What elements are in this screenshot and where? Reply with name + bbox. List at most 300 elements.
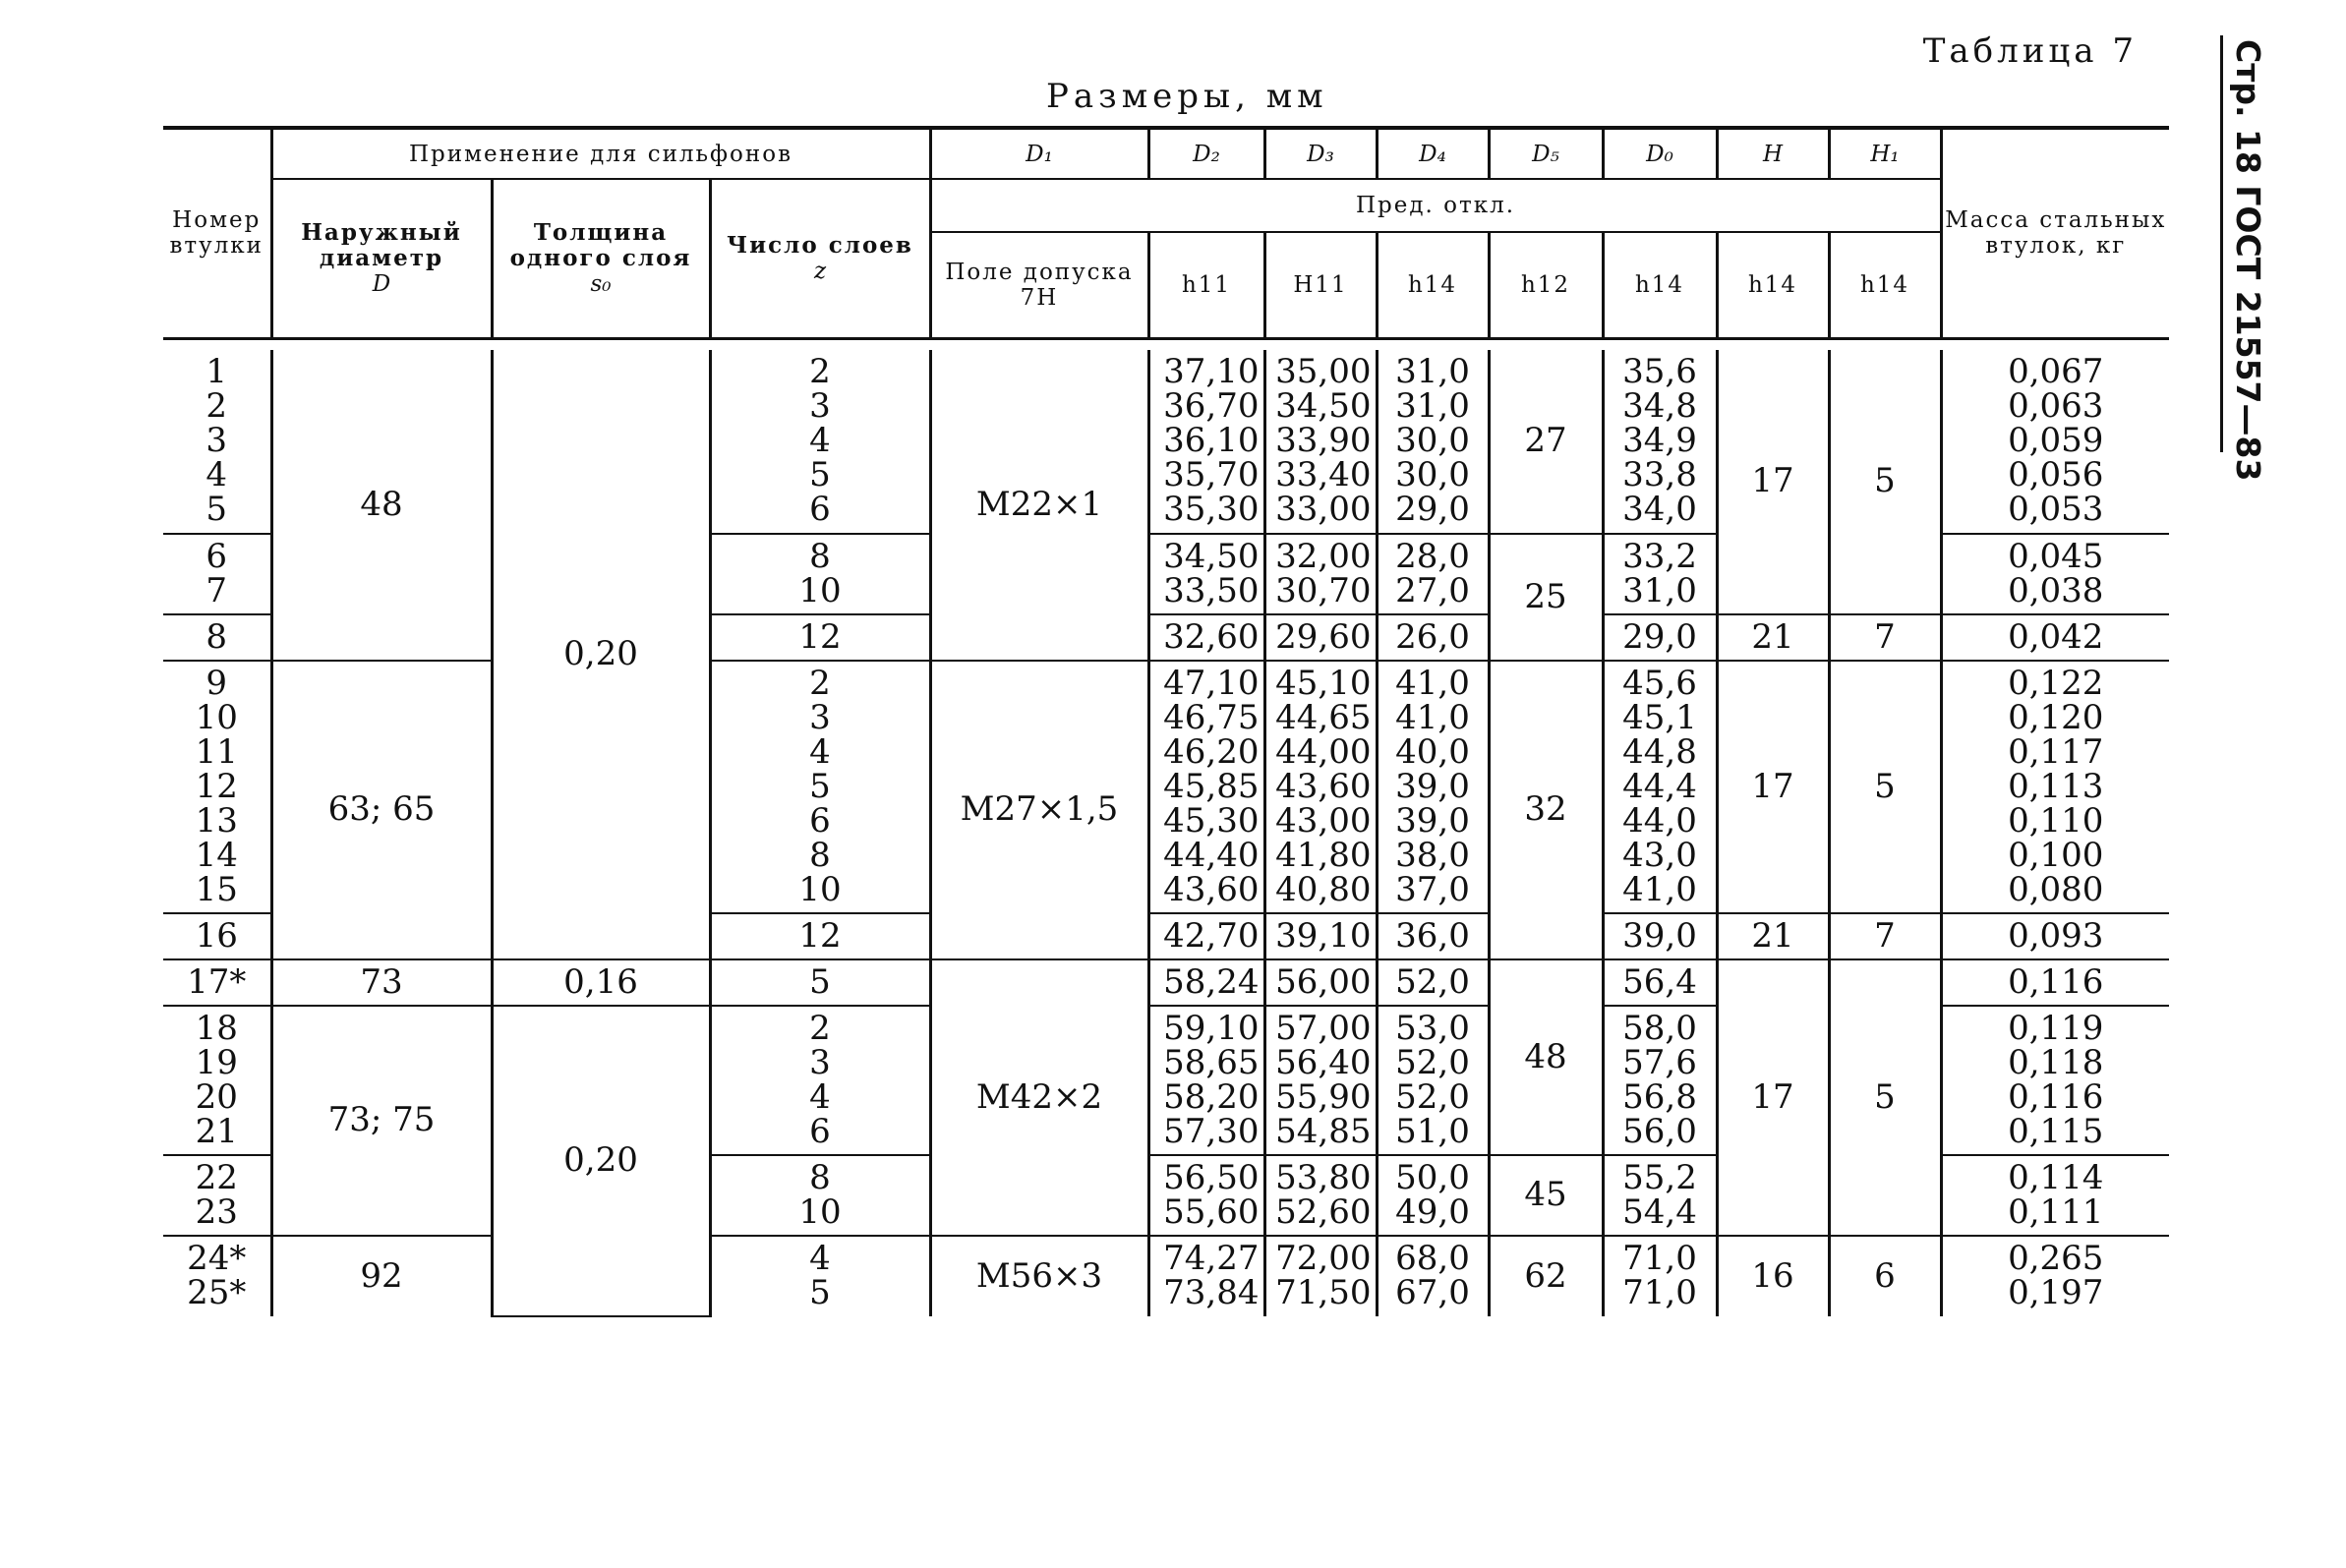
cell-h: 21 <box>1717 913 1829 959</box>
d3-value: 55,90 <box>1275 1076 1372 1117</box>
mass-value: 0,110 <box>2008 800 2104 841</box>
d4-value: 29,0 <box>1395 490 1470 529</box>
cell-d2 <box>1148 614 1264 661</box>
cell-z <box>710 1155 930 1236</box>
cell-h1: 7 <box>1829 614 1941 661</box>
header-mass: Масса стальных втулок, кг <box>1941 128 2169 338</box>
layer-count: 8 <box>809 1157 831 1197</box>
cell-d3 <box>1264 534 1377 614</box>
bushing-number: 22 <box>195 1157 238 1197</box>
d4-value: 31,0 <box>1395 386 1470 426</box>
d3-value: 45,10 <box>1275 663 1372 703</box>
d2-value: 36,10 <box>1163 421 1260 460</box>
cell-mass <box>1941 534 2169 614</box>
d2-value: 35,30 <box>1163 490 1260 529</box>
d2-value: 36,70 <box>1163 386 1260 426</box>
d0-value: 56,0 <box>1622 1111 1697 1151</box>
bushing-number: 16 <box>195 915 238 956</box>
layer-count: 2 <box>809 663 831 703</box>
mass-value: 0,117 <box>2008 731 2104 772</box>
cell-d4 <box>1377 614 1489 661</box>
mass-value: 0,113 <box>2008 766 2104 806</box>
cell-d3 <box>1264 1155 1377 1236</box>
cell-mass <box>1941 661 2169 913</box>
cell-d0 <box>1603 1236 1717 1316</box>
cell-h: 21 <box>1717 614 1829 661</box>
mass-value: 0,063 <box>2008 386 2104 426</box>
d3-value: 29,60 <box>1275 616 1372 657</box>
cell-d5: 45 <box>1489 1155 1603 1236</box>
cell-d2 <box>1148 1006 1264 1155</box>
cell-mass <box>1941 350 2169 534</box>
cell-d2 <box>1148 1155 1264 1236</box>
d0-value: 44,4 <box>1622 766 1697 806</box>
layer-count: 5 <box>809 766 831 806</box>
d3-value: 71,50 <box>1275 1273 1372 1312</box>
d2-value: 46,75 <box>1163 697 1260 737</box>
header-tol-field: Поле допуска 7Н <box>930 232 1148 338</box>
mass-value: 0,056 <box>2008 455 2104 494</box>
layer-count: 8 <box>809 536 831 576</box>
layer-count: 10 <box>798 570 842 610</box>
bushing-number: 17* <box>187 961 247 1002</box>
d3-value: 41,80 <box>1275 835 1372 875</box>
d2-value: 58,65 <box>1163 1042 1260 1082</box>
bushing-number: 23 <box>195 1191 238 1232</box>
d4-value: 53,0 <box>1395 1008 1470 1048</box>
cell-d3 <box>1264 661 1377 913</box>
d4-value: 39,0 <box>1395 800 1470 841</box>
d2-value: 58,20 <box>1163 1076 1260 1117</box>
d4-value: 52,0 <box>1395 1076 1470 1117</box>
cell-d: 63; 65 <box>271 661 492 959</box>
mass-value: 0,100 <box>2008 835 2104 875</box>
cell-d: 73; 75 <box>271 1006 492 1236</box>
cell-d0 <box>1603 661 1717 913</box>
cell-d4 <box>1377 959 1489 1006</box>
layer-count: 6 <box>809 490 831 529</box>
d4-value: 40,0 <box>1395 731 1470 772</box>
d3-value: 33,90 <box>1275 421 1372 460</box>
table-row-group <box>163 959 2169 1006</box>
bushing-number: 25* <box>187 1273 247 1312</box>
header-d3: D₃ <box>1264 128 1377 179</box>
d0-value: 34,8 <box>1622 386 1697 426</box>
d4-value: 36,0 <box>1395 915 1470 956</box>
cell-d2 <box>1148 913 1264 959</box>
cell-d4 <box>1377 534 1489 614</box>
cell-d4 <box>1377 661 1489 913</box>
header-d0: D₀ <box>1603 128 1717 179</box>
d0-value: 45,1 <box>1622 697 1697 737</box>
d2-value: 47,10 <box>1163 663 1260 703</box>
cell-z <box>710 350 930 534</box>
cell-d3 <box>1264 959 1377 1006</box>
bushing-number: 8 <box>205 616 228 657</box>
cell-s0: 0,20 <box>492 1006 710 1316</box>
d2-value: 55,60 <box>1163 1191 1260 1232</box>
cell-d4 <box>1377 913 1489 959</box>
d0-value: 39,0 <box>1622 915 1697 956</box>
layer-count: 8 <box>809 835 831 875</box>
header-outer-diameter: Наружный диаметр D <box>271 179 492 338</box>
d0-value: 44,0 <box>1622 800 1697 841</box>
d4-value: 26,0 <box>1395 616 1470 657</box>
d2-value: 59,10 <box>1163 1008 1260 1048</box>
d2-value: 73,84 <box>1163 1273 1260 1312</box>
mass-value: 0,265 <box>2008 1239 2104 1278</box>
d2-value: 33,50 <box>1163 570 1260 610</box>
cell-z <box>710 661 930 913</box>
cell-z <box>710 913 930 959</box>
d4-value: 67,0 <box>1395 1273 1470 1312</box>
bushing-number: 10 <box>195 697 238 737</box>
d3-value: 72,00 <box>1275 1239 1372 1278</box>
d4-value: 38,0 <box>1395 835 1470 875</box>
cell-d4 <box>1377 1006 1489 1155</box>
header-tol-d4: h14 <box>1377 232 1489 338</box>
cell-h1: 7 <box>1829 913 1941 959</box>
layer-count: 10 <box>798 1191 842 1232</box>
table-row-group <box>163 661 2169 913</box>
d0-value: 34,0 <box>1622 490 1697 529</box>
mass-value: 0,045 <box>2008 536 2104 576</box>
cell-mass <box>1941 959 2169 1006</box>
cell-h: 17 <box>1717 959 1829 1236</box>
cell-h: 16 <box>1717 1236 1829 1316</box>
d2-value: 42,70 <box>1163 915 1260 956</box>
mass-value: 0,059 <box>2008 421 2104 460</box>
bushing-number: 7 <box>205 570 228 610</box>
mass-value: 0,197 <box>2008 1273 2104 1312</box>
cell-num <box>163 1155 271 1236</box>
mass-value: 0,114 <box>2008 1157 2104 1197</box>
d0-value: 29,0 <box>1622 616 1697 657</box>
d2-value: 56,50 <box>1163 1157 1260 1197</box>
d4-value: 41,0 <box>1395 697 1470 737</box>
layer-count: 6 <box>809 800 831 841</box>
header-application: Применение для сильфонов <box>271 128 930 179</box>
d0-value: 44,8 <box>1622 731 1697 772</box>
d0-value: 54,4 <box>1622 1191 1697 1232</box>
mass-value: 0,067 <box>2008 352 2104 391</box>
mass-value: 0,038 <box>2008 570 2104 610</box>
d4-value: 30,0 <box>1395 421 1470 460</box>
cell-mass <box>1941 1006 2169 1155</box>
header-tol-d3: H11 <box>1264 232 1377 338</box>
layer-count: 3 <box>809 386 831 426</box>
side-page-label <box>2229 39 2269 482</box>
layer-count: 12 <box>798 915 842 956</box>
d3-value: 40,80 <box>1275 869 1372 909</box>
d2-value: 37,10 <box>1163 352 1260 391</box>
cell-s0: 0,20 <box>492 350 710 959</box>
bushing-number: 21 <box>195 1111 238 1151</box>
d3-value: 39,10 <box>1275 915 1372 956</box>
layer-count: 4 <box>809 1239 831 1278</box>
d4-value: 37,0 <box>1395 869 1470 909</box>
d2-value: 74,27 <box>1163 1239 1260 1278</box>
cell-d5: 62 <box>1489 1236 1603 1316</box>
table-number: Таблица 7 <box>1922 31 2138 71</box>
bushing-number: 1 <box>205 352 228 391</box>
cell-d3 <box>1264 1006 1377 1155</box>
header-tolerances: Пред. откл. <box>930 179 1941 232</box>
d3-value: 54,85 <box>1275 1111 1372 1151</box>
d0-value: 33,8 <box>1622 455 1697 494</box>
cell-z <box>710 1006 930 1155</box>
header-separator <box>163 338 2169 350</box>
cell-d2 <box>1148 1236 1264 1316</box>
cell-d3 <box>1264 1236 1377 1316</box>
d0-value: 31,0 <box>1622 570 1697 610</box>
d4-value: 27,0 <box>1395 570 1470 610</box>
layer-count: 2 <box>809 352 831 391</box>
cell-d0 <box>1603 913 1717 959</box>
cell-d2 <box>1148 350 1264 534</box>
header-h: H <box>1717 128 1829 179</box>
d3-value: 35,00 <box>1275 352 1372 391</box>
d3-value: 44,00 <box>1275 731 1372 772</box>
cell-d4 <box>1377 1236 1489 1316</box>
cell-d0 <box>1603 350 1717 534</box>
units-caption: Размеры, мм <box>1046 77 1328 116</box>
d0-value: 55,2 <box>1622 1157 1697 1197</box>
d2-value: 46,20 <box>1163 731 1260 772</box>
cell-d5: 25 <box>1489 534 1603 661</box>
layer-count: 5 <box>809 961 831 1002</box>
bushing-number: 5 <box>205 490 228 529</box>
bushing-number: 19 <box>195 1042 238 1082</box>
d3-value: 56,00 <box>1275 961 1372 1002</box>
cell-num <box>163 1236 271 1316</box>
cell-z <box>710 614 930 661</box>
d2-value: 44,40 <box>1163 835 1260 875</box>
cell-mass <box>1941 1155 2169 1236</box>
d0-value: 56,8 <box>1622 1076 1697 1117</box>
d3-value: 33,40 <box>1275 455 1372 494</box>
d3-value: 56,40 <box>1275 1042 1372 1082</box>
cell-d2 <box>1148 661 1264 913</box>
mass-value: 0,116 <box>2008 1076 2104 1117</box>
d4-value: 30,0 <box>1395 455 1470 494</box>
mass-value: 0,122 <box>2008 663 2104 703</box>
bushing-number: 24* <box>187 1239 247 1278</box>
d0-value: 34,9 <box>1622 421 1697 460</box>
bushing-number: 18 <box>195 1008 238 1048</box>
header-layer-count: Число слоев z <box>710 179 930 338</box>
bushing-number: 14 <box>195 835 238 875</box>
d0-value: 56,4 <box>1622 961 1697 1002</box>
layer-count: 12 <box>798 616 842 657</box>
cell-h1: 5 <box>1829 350 1941 614</box>
cell-d5: 48 <box>1489 959 1603 1155</box>
header-tol-h: h14 <box>1717 232 1829 338</box>
cell-z <box>710 959 930 1006</box>
mass-value: 0,118 <box>2008 1042 2104 1082</box>
layer-count: 3 <box>809 697 831 737</box>
cell-d5: 27 <box>1489 350 1603 534</box>
cell-z <box>710 1236 930 1316</box>
side-rule <box>2220 35 2223 452</box>
header-d4: D₄ <box>1377 128 1489 179</box>
cell-d5: 32 <box>1489 661 1603 959</box>
cell-d0 <box>1603 1006 1717 1155</box>
cell-d: 73 <box>271 959 492 1006</box>
cell-z <box>710 534 930 614</box>
cell-h1: 6 <box>1829 1236 1941 1316</box>
d2-value: 57,30 <box>1163 1111 1260 1151</box>
cell-d4 <box>1377 350 1489 534</box>
cell-mass <box>1941 1236 2169 1316</box>
d2-value: 34,50 <box>1163 536 1260 576</box>
d4-value: 51,0 <box>1395 1111 1470 1151</box>
cell-num <box>163 350 271 534</box>
d4-value: 28,0 <box>1395 536 1470 576</box>
mass-value: 0,111 <box>2008 1191 2104 1232</box>
cell-d0 <box>1603 1155 1717 1236</box>
d3-value: 33,00 <box>1275 490 1372 529</box>
d0-value: 41,0 <box>1622 869 1697 909</box>
bushing-number: 3 <box>205 421 228 460</box>
dimensions-table <box>163 126 2169 1317</box>
cell-d0 <box>1603 534 1717 614</box>
cell-d1: M27×1,5 <box>930 661 1148 959</box>
d0-value: 57,6 <box>1622 1042 1697 1082</box>
cell-s0: 0,16 <box>492 959 710 1006</box>
layer-count: 3 <box>809 1042 831 1082</box>
cell-d1: M22×1 <box>930 350 1148 661</box>
layer-count: 2 <box>809 1008 831 1048</box>
d3-value: 53,80 <box>1275 1157 1372 1197</box>
cell-d3 <box>1264 350 1377 534</box>
d4-value: 41,0 <box>1395 663 1470 703</box>
d3-value: 34,50 <box>1275 386 1372 426</box>
d0-value: 58,0 <box>1622 1008 1697 1048</box>
d0-value: 33,2 <box>1622 536 1697 576</box>
d4-value: 50,0 <box>1395 1157 1470 1197</box>
separator-cell <box>163 338 2169 350</box>
table-row-group <box>163 350 2169 534</box>
cell-d2 <box>1148 959 1264 1006</box>
cell-h: 17 <box>1717 350 1829 614</box>
bushing-number: 20 <box>195 1076 238 1117</box>
layer-count: 4 <box>809 731 831 772</box>
bushing-number: 13 <box>195 800 238 841</box>
d4-value: 52,0 <box>1395 1042 1470 1082</box>
cell-num <box>163 534 271 614</box>
header-h1: H₁ <box>1829 128 1941 179</box>
mass-value: 0,115 <box>2008 1111 2104 1151</box>
mass-value: 0,119 <box>2008 1008 2104 1048</box>
cell-num <box>163 1006 271 1155</box>
table-row-group <box>163 1236 2169 1316</box>
d3-value: 43,00 <box>1275 800 1372 841</box>
header-tol-d0: h14 <box>1603 232 1717 338</box>
bushing-number: 9 <box>205 663 228 703</box>
d4-value: 68,0 <box>1395 1239 1470 1278</box>
cell-num <box>163 913 271 959</box>
d4-value: 39,0 <box>1395 766 1470 806</box>
d3-value: 44,65 <box>1275 697 1372 737</box>
d0-value: 71,0 <box>1622 1273 1697 1312</box>
mass-value: 0,116 <box>2008 961 2104 1002</box>
cell-d1: M42×2 <box>930 959 1148 1236</box>
mass-value: 0,053 <box>2008 490 2104 529</box>
cell-mass <box>1941 913 2169 959</box>
d3-value: 57,00 <box>1275 1008 1372 1048</box>
cell-h1: 5 <box>1829 959 1941 1236</box>
layer-count: 4 <box>809 421 831 460</box>
d0-value: 71,0 <box>1622 1239 1697 1278</box>
mass-value: 0,093 <box>2008 915 2104 956</box>
side-page-label-text: Стр. 18 ГОСТ 21557—83 <box>2229 39 2267 482</box>
d2-value: 43,60 <box>1163 869 1260 909</box>
bushing-number: 15 <box>195 869 238 909</box>
mass-value: 0,042 <box>2008 616 2104 657</box>
bushing-number: 2 <box>205 386 228 426</box>
table-body <box>163 338 2169 1316</box>
bushing-number: 12 <box>195 766 238 806</box>
layer-count: 5 <box>809 455 831 494</box>
mass-value: 0,080 <box>2008 869 2104 909</box>
header-num: Номер втулки <box>163 128 271 338</box>
layer-count: 4 <box>809 1076 831 1117</box>
cell-d2 <box>1148 534 1264 614</box>
d2-value: 58,24 <box>1163 961 1260 1002</box>
cell-num <box>163 959 271 1006</box>
d3-value: 30,70 <box>1275 570 1372 610</box>
header-d5: D₅ <box>1489 128 1603 179</box>
d2-value: 35,70 <box>1163 455 1260 494</box>
cell-d3 <box>1264 614 1377 661</box>
d2-value: 45,30 <box>1163 800 1260 841</box>
header-tol-d2: h11 <box>1148 232 1264 338</box>
d3-value: 32,00 <box>1275 536 1372 576</box>
header-layer-thickness: Толщина одного слоя s₀ <box>492 179 710 338</box>
d0-value: 45,6 <box>1622 663 1697 703</box>
mass-value: 0,120 <box>2008 697 2104 737</box>
cell-d3 <box>1264 913 1377 959</box>
layer-count: 6 <box>809 1111 831 1151</box>
cell-d1: M56×3 <box>930 1236 1148 1316</box>
cell-num <box>163 614 271 661</box>
cell-num <box>163 661 271 913</box>
bushing-number: 11 <box>195 731 238 772</box>
cell-h1: 5 <box>1829 661 1941 913</box>
layer-count: 5 <box>809 1273 831 1312</box>
header-d1: D₁ <box>930 128 1148 179</box>
layer-count: 10 <box>798 869 842 909</box>
d2-value: 45,85 <box>1163 766 1260 806</box>
header-tol-d5: h12 <box>1489 232 1603 338</box>
header-tol-h1: h14 <box>1829 232 1941 338</box>
d4-value: 49,0 <box>1395 1191 1470 1232</box>
cell-d4 <box>1377 1155 1489 1236</box>
header-d2: D₂ <box>1148 128 1264 179</box>
cell-d0 <box>1603 959 1717 1006</box>
bushing-number: 4 <box>205 455 228 494</box>
cell-h: 17 <box>1717 661 1829 913</box>
cell-d: 92 <box>271 1236 492 1316</box>
cell-d0 <box>1603 614 1717 661</box>
d4-value: 52,0 <box>1395 961 1470 1002</box>
d2-value: 32,60 <box>1163 616 1260 657</box>
d3-value: 43,60 <box>1275 766 1372 806</box>
d0-value: 35,6 <box>1622 352 1697 391</box>
d3-value: 52,60 <box>1275 1191 1372 1232</box>
bushing-number: 6 <box>205 536 228 576</box>
